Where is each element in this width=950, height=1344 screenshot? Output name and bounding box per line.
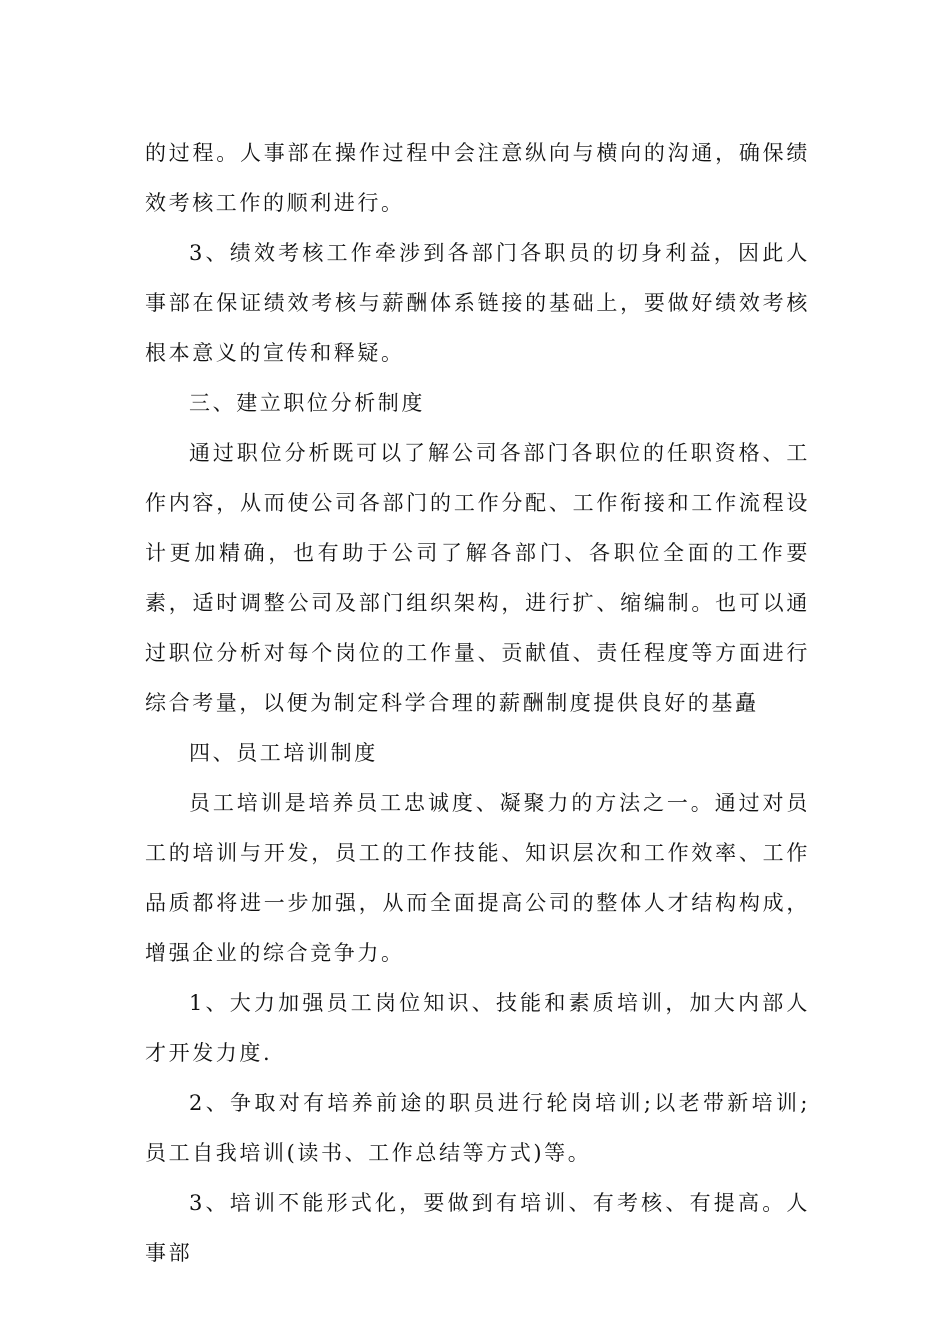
paragraph-training-item-2: 2、争取对有培养前途的职员进行轮岗培训;以老带新培训;员工自我培训(读书、工作总结等方式)等。	[145, 1091, 810, 1165]
section-heading-job-analysis: 三、建立职位分析制度	[189, 391, 425, 415]
paragraph-training-intro: 员工培训是培养员工忠诚度、凝聚力的方法之一。通过对员工的培训与开发，员工的工作技能、知识层次和工作效率、工作品质都将进一步加强，从而全面提高公司的整体人才结构构成，增强企业的综合竞争力。	[145, 791, 810, 965]
document-body	[145, 128, 810, 1278]
paragraph-continuation: 的过程。人事部在操作过程中会注意纵向与横向的沟通，确保绩效考核工作的顺利进行。	[145, 141, 810, 215]
paragraph-training-item-1: 1、大力加强员工岗位知识、技能和素质培训，加大内部人才开发力度.	[145, 991, 810, 1065]
paragraph-performance-item-3: 3、绩效考核工作牵涉到各部门各职员的切身利益，因此人事部在保证绩效考核与薪酬体系链接的基础上，要做好绩效考核根本意义的宣传和释疑。	[145, 241, 810, 365]
section-heading-training: 四、员工培训制度	[189, 741, 378, 765]
paragraph-training-item-3: 3、培训不能形式化，要做到有培训、有考核、有提高。人事部	[145, 1191, 810, 1265]
paragraph-job-analysis: 通过职位分析既可以了解公司各部门各职位的任职资格、工作内容，从而使公司各部门的工作分配、工作衔接和工作流程设计更加精确，也有助于公司了解各部门、各职位全面的工作要素，适时调整公司及部门组织架构，进行扩、缩编制。也可以通过职位分析对每个岗位的工作量、贡献值、责任程度等方面进行综合考量，以便为制定科学合理的薪酬制度提供良好的基矗	[145, 441, 810, 715]
